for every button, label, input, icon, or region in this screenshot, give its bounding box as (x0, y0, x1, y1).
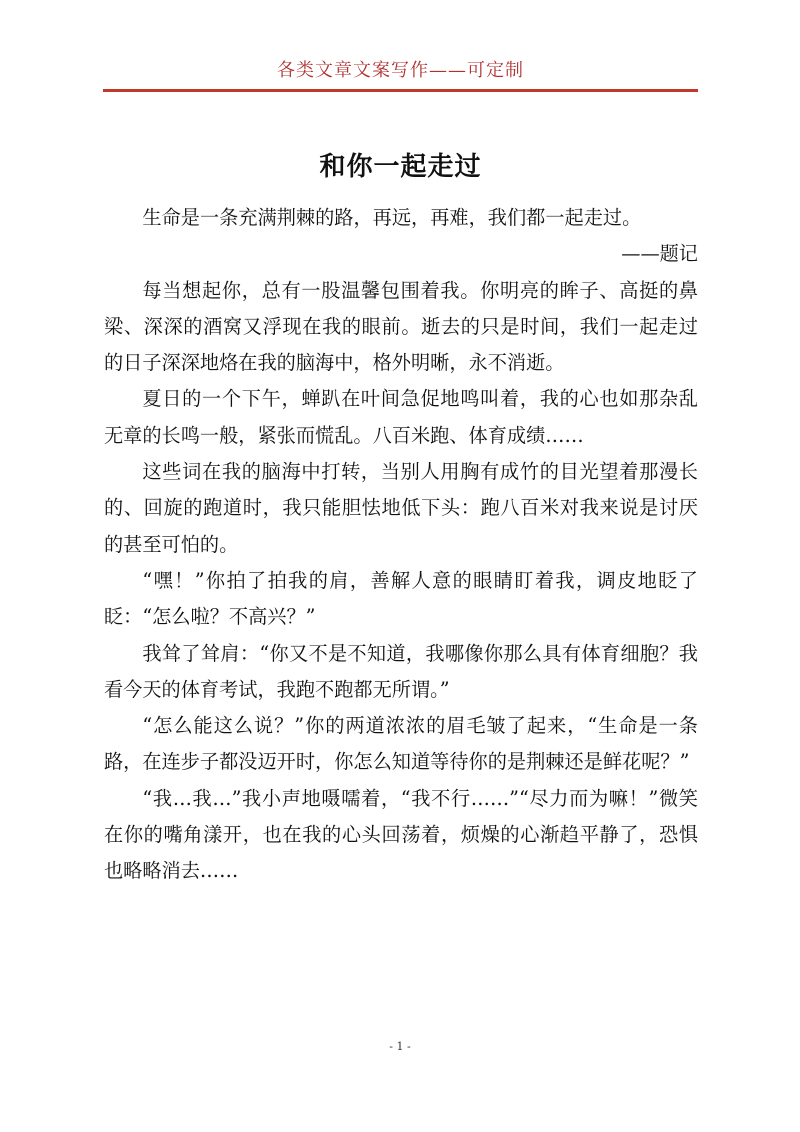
paragraph: 我耸了耸肩：“你又不是不知道，我哪像你那么具有体育细胞？我看今天的体育考试，我跑不跑都无所谓。” (104, 641, 698, 701)
document-body (104, 200, 698, 890)
paragraph: “我…我…”我小声地嗫嚅着，“我不行……”“尽力而为嘛！”微笑在你的嘴角漾开，也在我的心头回荡着，烦燥的心渐趋平静了，恐惧也略略消去…… (104, 786, 698, 883)
page-number: - 1 - (389, 1040, 411, 1053)
epigraph-signature: ——题记 (621, 242, 698, 266)
paragraph: “怎么能这么说？”你的两道浓浓的眉毛皱了起来，“生命是一条路，在连步子都没迈开时，你怎么知道等待你的是荆棘还是鲜花呢？” (104, 714, 698, 774)
paragraph: 这些词在我的脑海中打转，当别人用胸有成竹的目光望着那漫长的、回旋的跑道时，我只能胆怯地低下头：跑八百米对我来说是讨厌的甚至可怕的。 (104, 460, 698, 556)
paragraph: “嘿！”你拍了拍我的肩，善解人意的眼睛盯着我，调皮地眨了眨：“怎么啦？不高兴？” (104, 568, 698, 629)
paragraph: 每当想起你，总有一股温馨包围着我。你明亮的眸子、高挺的鼻梁、深深的酒窝又浮现在我的眼前。逝去的只是时间，我们一起走过的日子深深地烙在我的脑海中，格外明晰，永不消逝。 (104, 278, 698, 375)
paragraph: 夏日的一个下午，蝉趴在叶间急促地鸣叫着，我的心也如那杂乱无章的长鸣一般，紧张而慌乱。八百米跑、体育成绩…… (104, 387, 698, 447)
document-title: 和你一起走过 (319, 152, 482, 182)
header-divider (103, 89, 698, 92)
epigraph: 生命是一条充满荆棘的路，再远，再难，我们都一起走过。 (142, 206, 642, 229)
page-header: 各类文章文案写作——可定制 (277, 60, 524, 81)
